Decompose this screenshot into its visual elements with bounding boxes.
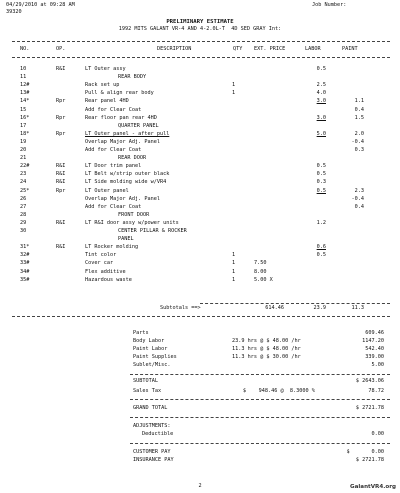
line-labor: 0.3 <box>316 179 326 186</box>
line-labor: 3.0 <box>316 114 326 121</box>
divider <box>130 417 390 418</box>
line-description: Tint color <box>85 252 117 259</box>
line-qty: 1 <box>232 260 236 267</box>
line-description: Overlap Major Adj. Panel <box>85 138 160 145</box>
line-description: LT Belt w/strip outer black <box>85 171 170 178</box>
line-number: 17 <box>20 122 27 129</box>
job-number-label: Job Number: <box>312 2 347 8</box>
line-paint: 1.5 <box>354 114 364 121</box>
subtotals-price: 614.46 <box>265 305 284 311</box>
divider <box>12 57 390 58</box>
line-paint: -0.4 <box>351 195 364 202</box>
line-description: REAR DOOR <box>118 155 147 162</box>
line-operation: Rpr <box>56 187 66 194</box>
line-number: 23 <box>20 171 27 178</box>
line-description: LT Outer panel - after pull <box>85 130 170 137</box>
line-description: Add for Clear Coat <box>85 147 142 153</box>
line-description: LT Outer assy <box>85 66 126 72</box>
line-number: 24 <box>20 179 27 186</box>
line-qty: 1 <box>232 82 236 89</box>
line-paint: 2.0 <box>354 130 364 137</box>
customer-pay-label: CUSTOMER PAY <box>133 449 171 455</box>
line-labor: 2.5 <box>316 82 326 89</box>
col-qty: QTY <box>233 46 243 52</box>
line-labor: 0.5 <box>316 252 326 259</box>
line-operation: Rpr <box>56 98 66 105</box>
line-number: 29 <box>20 219 27 226</box>
line-labor: 0.5 <box>316 163 326 170</box>
line-description: LT Door trim panel <box>85 163 142 170</box>
line-number: 30 <box>20 228 27 234</box>
line-number: 16* <box>20 114 30 121</box>
col-labor: LABOR <box>305 46 321 52</box>
line-qty: 1 <box>232 252 236 259</box>
summary-amount: 339.00 <box>365 354 384 361</box>
insurance-pay-label: INSURANCE PAY <box>133 457 174 463</box>
divider <box>12 316 390 317</box>
line-number: 33# <box>20 260 30 267</box>
page-number: 2 <box>198 483 202 489</box>
summary-amount: 5.00 <box>371 362 384 369</box>
sales-tax-label: Sales Tax <box>133 388 162 394</box>
summary-label: Body Labor <box>133 338 165 345</box>
col-op: OP. <box>56 46 66 52</box>
divider <box>12 41 390 42</box>
insurance-pay-amount: $ 2721.78 <box>355 457 384 463</box>
line-paint: -0.4 <box>351 138 364 145</box>
line-operation: R&I <box>56 179 66 186</box>
line-number: 22# <box>20 163 30 170</box>
line-number: 20 <box>20 147 27 153</box>
line-number: 11 <box>20 74 27 81</box>
line-number: 12# <box>20 82 30 89</box>
line-operation: R&I <box>56 244 66 251</box>
line-number: 13# <box>20 90 30 97</box>
line-operation: Rpr <box>56 114 66 121</box>
grand-total-amount: $ 2721.78 <box>355 405 384 411</box>
job-number: 39320 <box>6 9 22 15</box>
divider <box>130 443 390 444</box>
line-number: 10 <box>20 66 27 72</box>
line-description: Pull & align rear body <box>85 90 154 97</box>
customer-pay-amount: $ 0.00 <box>346 449 384 455</box>
line-number: 21 <box>20 155 27 162</box>
summary-label: Sublet/Misc. <box>133 362 171 369</box>
line-labor: 5.0 <box>316 130 326 137</box>
line-price: 7.50 <box>254 260 267 267</box>
line-operation: R&I <box>56 163 66 170</box>
line-description: Flex additive <box>85 268 126 275</box>
line-paint: 1.1 <box>354 98 364 105</box>
line-operation: R&I <box>56 171 66 178</box>
line-description: Rear panel 4HD <box>85 98 129 105</box>
line-description: Add for Clear Coat <box>85 106 142 113</box>
line-number: 34# <box>20 268 30 275</box>
line-labor: 4.0 <box>316 90 326 97</box>
summary-detail: 11.3 hrs @ $ 30.00 /hr <box>232 354 301 361</box>
summary-label: Parts <box>133 330 149 336</box>
line-paint: 0.3 <box>354 147 364 153</box>
line-number: 25* <box>20 187 30 194</box>
line-description: LT Rocker molding <box>85 244 139 251</box>
line-qty: 1 <box>232 90 236 97</box>
line-description: Cover car <box>85 260 114 267</box>
line-number: 28 <box>20 211 27 218</box>
subtotals-paint: 11.3 <box>351 305 364 311</box>
divider <box>130 374 390 375</box>
estimate-datetime: 04/29/2010 at 09:28 AM <box>6 2 75 8</box>
line-description: QUARTER PANEL <box>118 122 159 129</box>
line-description: PANEL <box>118 236 134 243</box>
line-number: 15 <box>20 106 27 113</box>
line-description: LT Outer panel <box>85 187 129 194</box>
summary-label: Paint Labor <box>133 346 168 353</box>
summary-amount: 1147.20 <box>362 338 384 345</box>
line-number: 18* <box>20 130 30 137</box>
line-operation: R&I <box>56 219 66 226</box>
line-paint: 2.3 <box>354 187 364 194</box>
summary-amount: 609.46 <box>365 330 384 336</box>
line-number: 26 <box>20 195 27 202</box>
divider <box>130 399 390 400</box>
line-description: CENTER PILLAR & ROCKER <box>118 228 187 234</box>
line-description: Hazardous waste <box>85 276 132 283</box>
subtotals-labor: 23.9 <box>313 305 326 311</box>
line-description: FRONT DOOR <box>118 211 150 218</box>
col-ext-price: EXT. PRICE <box>254 46 286 52</box>
line-price: 5.00 X <box>254 276 273 283</box>
grand-total-label: GRAND TOTAL <box>133 405 168 411</box>
line-labor: 0.5 <box>316 66 326 72</box>
adjustments-label: ADJUSTMENTS: <box>133 423 171 429</box>
line-description: REAR BODY <box>118 74 147 81</box>
line-description: Rack set up <box>85 82 120 89</box>
line-labor: 0.5 <box>316 171 326 178</box>
line-number: 14* <box>20 98 30 105</box>
summary-amount: 542.40 <box>365 346 384 353</box>
line-price: 8.00 <box>254 268 267 275</box>
document-title: PRELIMINARY ESTIMATE <box>166 19 234 25</box>
summary-detail: 11.3 hrs @ $ 48.00 /hr <box>232 346 301 353</box>
line-paint: 0.4 <box>354 203 364 210</box>
line-number: 19 <box>20 138 27 145</box>
line-labor: 0.5 <box>316 187 326 194</box>
col-no: NO. <box>20 46 30 52</box>
sales-tax-amount: 78.72 <box>368 388 384 394</box>
line-description: Overlap Major Adj. Panel <box>85 195 160 202</box>
subtotal-amount: $ 2643.06 <box>355 378 384 384</box>
line-qty: 1 <box>232 276 236 283</box>
line-qty: 1 <box>232 268 236 275</box>
line-labor: 3.0 <box>316 98 326 105</box>
deductible-label: Deductible <box>142 431 174 437</box>
watermark-text: GalantVR4.org <box>350 484 396 490</box>
line-description: Add for Clear Coat <box>85 203 142 210</box>
divider <box>200 303 390 304</box>
line-number: 32# <box>20 252 30 259</box>
summary-detail: 23.9 hrs @ $ 48.00 /hr <box>232 338 301 345</box>
line-number: 31* <box>20 244 30 251</box>
subtotal-label: SUBTOTAL <box>133 378 158 384</box>
summary-label: Paint Supplies <box>133 354 177 361</box>
line-paint: 0.4 <box>354 106 364 113</box>
line-number: 35# <box>20 276 30 283</box>
line-number: 27 <box>20 203 27 210</box>
line-description: LT Side molding wide w/VR4 <box>85 179 167 186</box>
line-labor: 0.6 <box>316 244 326 251</box>
vehicle-description: 1992 MITS GALANT VR-4 AND 4-2.0L-T 4D SED GRAY Int: <box>118 26 282 32</box>
line-labor: 1.2 <box>316 219 326 226</box>
col-description: DESCRIPTION <box>157 46 192 52</box>
col-paint: PAINT <box>342 46 358 52</box>
line-description: Rear floor pan rear 4HD <box>85 114 157 121</box>
subtotals-label: Subtotals ==> <box>160 305 201 311</box>
line-operation: R&I <box>56 66 66 72</box>
deductible-amount: 0.00 <box>371 431 384 437</box>
line-description: LT R&I door assy w/power units <box>85 219 179 226</box>
line-operation: Rpr <box>56 130 66 137</box>
sales-tax-detail: $ 948.46 @ 8.3000 % <box>243 388 315 394</box>
